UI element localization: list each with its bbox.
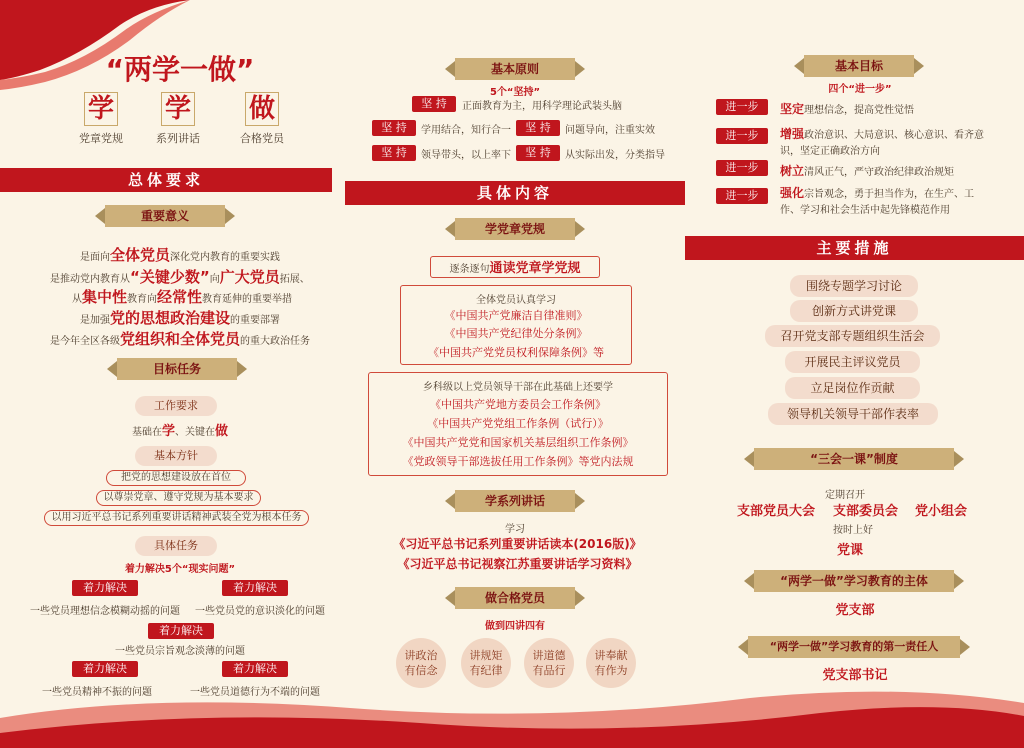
solve-tag-2: 着力解决 [222,580,288,596]
jianchi-tag-5: 坚 持 [516,145,560,161]
solve-tag-1: 着力解决 [72,580,138,596]
jinyibu-tag-4: 进一步 [716,188,768,204]
measure-3: 召开党支部专题组织生活会 [765,325,940,347]
rule-4: 《中国共产党地方委员会工作条例》 [430,398,606,411]
goal-task-ribbon: 目标任务 [117,358,237,380]
basic-policy-pill: 基本方针 [135,446,217,466]
char-label-2: 系列讲话 [156,132,200,145]
jianchi-tag-4: 坚 持 [372,145,416,161]
learn-text: 学习 [505,524,525,535]
regular-text: 定期召开 [825,490,865,501]
responsible-ribbon: “两学一做”学习教育的第一责任人 [748,636,960,658]
measure-6: 领导机关领导干部作表率 [768,403,938,425]
principle-5: 从实际出发，分类指导 [565,150,665,161]
char-label-1: 党章党规 [79,132,123,145]
problem-5: 一些党员道德行为不端的问题 [190,687,320,698]
on-time-text: 按时上好 [833,525,873,536]
rule-1: 《中国共产党廉洁自律准则》 [444,309,588,322]
all-members-text: 全体党员认真学习 [476,295,556,306]
goal-1: 坚定理想信念，提高党性觉悟 [780,102,915,116]
rule-6: 《中国共产党党和国家机关基层组织工作条例》 [402,436,634,449]
goal-2: 增强政治意识、大局意识、核心意识、看齐意识，坚定正确政治方向 [780,127,985,157]
policy-1: 把党的思想建设放在首位 [106,470,246,486]
principles-subtitle: 5个“坚持” [489,87,541,98]
importance-line-2: 是推动党内教育从“关键少数”向广大党员拓展、 [50,268,310,286]
goals-subtitle: 四个“进一步” [828,84,892,95]
four-jiang-subtitle: 做到四讲四有 [485,621,545,632]
meeting-2: 支部委员会 [833,504,899,519]
goal-4: 强化宗旨观念，勇于担当作为，在生产、工作、学习和社会生活中起先锋模范作用 [780,186,975,216]
specific-content-bar: 具体内容 [345,181,685,205]
problem-1: 一些党员理想信念模糊动摇的问题 [30,606,180,617]
jianchi-tag-2: 坚 持 [372,120,416,136]
char-xue-2: 学 [161,92,195,126]
book-1: 《习近平总书记系列重要讲话读本(2016版)》 [393,537,642,551]
principle-3: 问题导向，注重实效 [565,125,655,136]
meeting-3: 党小组会 [915,504,968,519]
work-requirement-pill: 工作要求 [135,396,217,416]
problem-2: 一些党员党的意识淡化的问题 [195,606,325,617]
principle-2: 学用结合，知行合一 [421,125,511,136]
work-requirement-text: 基础在学、关键在做 [131,424,229,439]
measure-5: 立足岗位作贡献 [785,377,920,399]
study-rules-ribbon: 学党章党规 [455,218,575,240]
tasks-subtitle: 着力解决5个“现实问题” [124,564,236,575]
overall-requirements-bar: 总体要求 [0,168,332,192]
solve-tag-3: 着力解决 [148,623,214,639]
char-label-3: 合格党员 [240,132,284,145]
qualified-member-ribbon: 做合格党员 [455,587,575,609]
rule-7: 《党政领导干部选拔任用工作条例》等党内法规 [402,455,634,468]
char-xue-1: 学 [84,92,118,126]
importance-line-4: 是加强党的思想政治建设的重要部署 [80,309,281,327]
rule-3: 《中国共产党党员权利保障条例》等 [428,346,604,359]
circle-politics: 讲政治 有信念 [396,638,446,688]
importance-line-5: 是今年全区各级党组织和全体党员的重大政治任务 [50,330,311,348]
jinyibu-tag-1: 进一步 [716,99,768,115]
basic-principles-ribbon: 基本原则 [455,58,575,80]
importance-ribbon: 重要意义 [105,205,225,227]
party-class: 党课 [837,543,864,558]
meeting-1: 支部党员大会 [737,504,816,519]
study-speeches-ribbon: 学系列讲话 [455,490,575,512]
specific-tasks-pill: 具体任务 [135,536,217,556]
study-rules-box: 逐条逐句通读党章学党规 [430,256,600,278]
solve-tag-4: 着力解决 [72,661,138,677]
problem-4: 一些党员精神不振的问题 [42,687,152,698]
main-measures-bar: 主要措施 [685,236,1024,260]
rule-2: 《中国共产党纪律处分条例》 [444,327,588,340]
importance-line-1: 是面向全体党员深化党内教育的重要实践 [80,246,281,264]
importance-line-3: 从集中性教育向经常性教育延伸的重要举措 [72,288,293,306]
measure-2: 创新方式讲党课 [790,300,918,322]
principle-1: 正面教育为主，用科学理论武装头脑 [462,101,622,112]
main-title: “两学一做” [105,53,255,86]
circle-morality: 讲道德 有品行 [524,638,574,688]
jianchi-tag-3: 坚 持 [516,120,560,136]
basic-goals-ribbon: 基本目标 [804,55,914,77]
solve-tag-5: 着力解决 [222,661,288,677]
subject-ribbon: “两学一做”学习教育的主体 [754,570,954,592]
circle-rules: 讲规矩 有纪律 [461,638,511,688]
jinyibu-tag-2: 进一步 [716,128,768,144]
measure-4: 开展民主评议党员 [785,351,920,373]
book-2: 《习近平总书记视察江苏重要讲话学习资料》 [397,557,638,571]
policy-3: 以用习近平总书记系列重要讲话精神武装全党为根本任务 [44,510,309,526]
responsible-text: 党支部书记 [822,668,888,683]
circle-dedication: 讲奉献 有作为 [586,638,636,688]
char-zuo: 做 [245,92,279,126]
goal-3: 树立清风正气，严守政治纪律政治规矩 [780,164,955,178]
jianchi-tag-1: 坚 持 [412,96,456,112]
policy-2: 以尊崇党章、遵守党规为基本要求 [96,490,261,506]
rule-5: 《中国共产党党组工作条例（试行）》 [427,417,609,430]
problem-3: 一些党员宗旨观念淡薄的问题 [115,646,245,657]
leaders-text: 乡科级以上党员领导干部在此基础上还要学 [423,382,613,393]
subject-text: 党支部 [835,603,875,618]
principle-4: 领导带头，以上率下 [421,150,511,161]
measure-1: 围绕专题学习讨论 [790,275,918,297]
sanhui-yike-ribbon: “三会一课”制度 [754,448,954,470]
jinyibu-tag-3: 进一步 [716,160,768,176]
